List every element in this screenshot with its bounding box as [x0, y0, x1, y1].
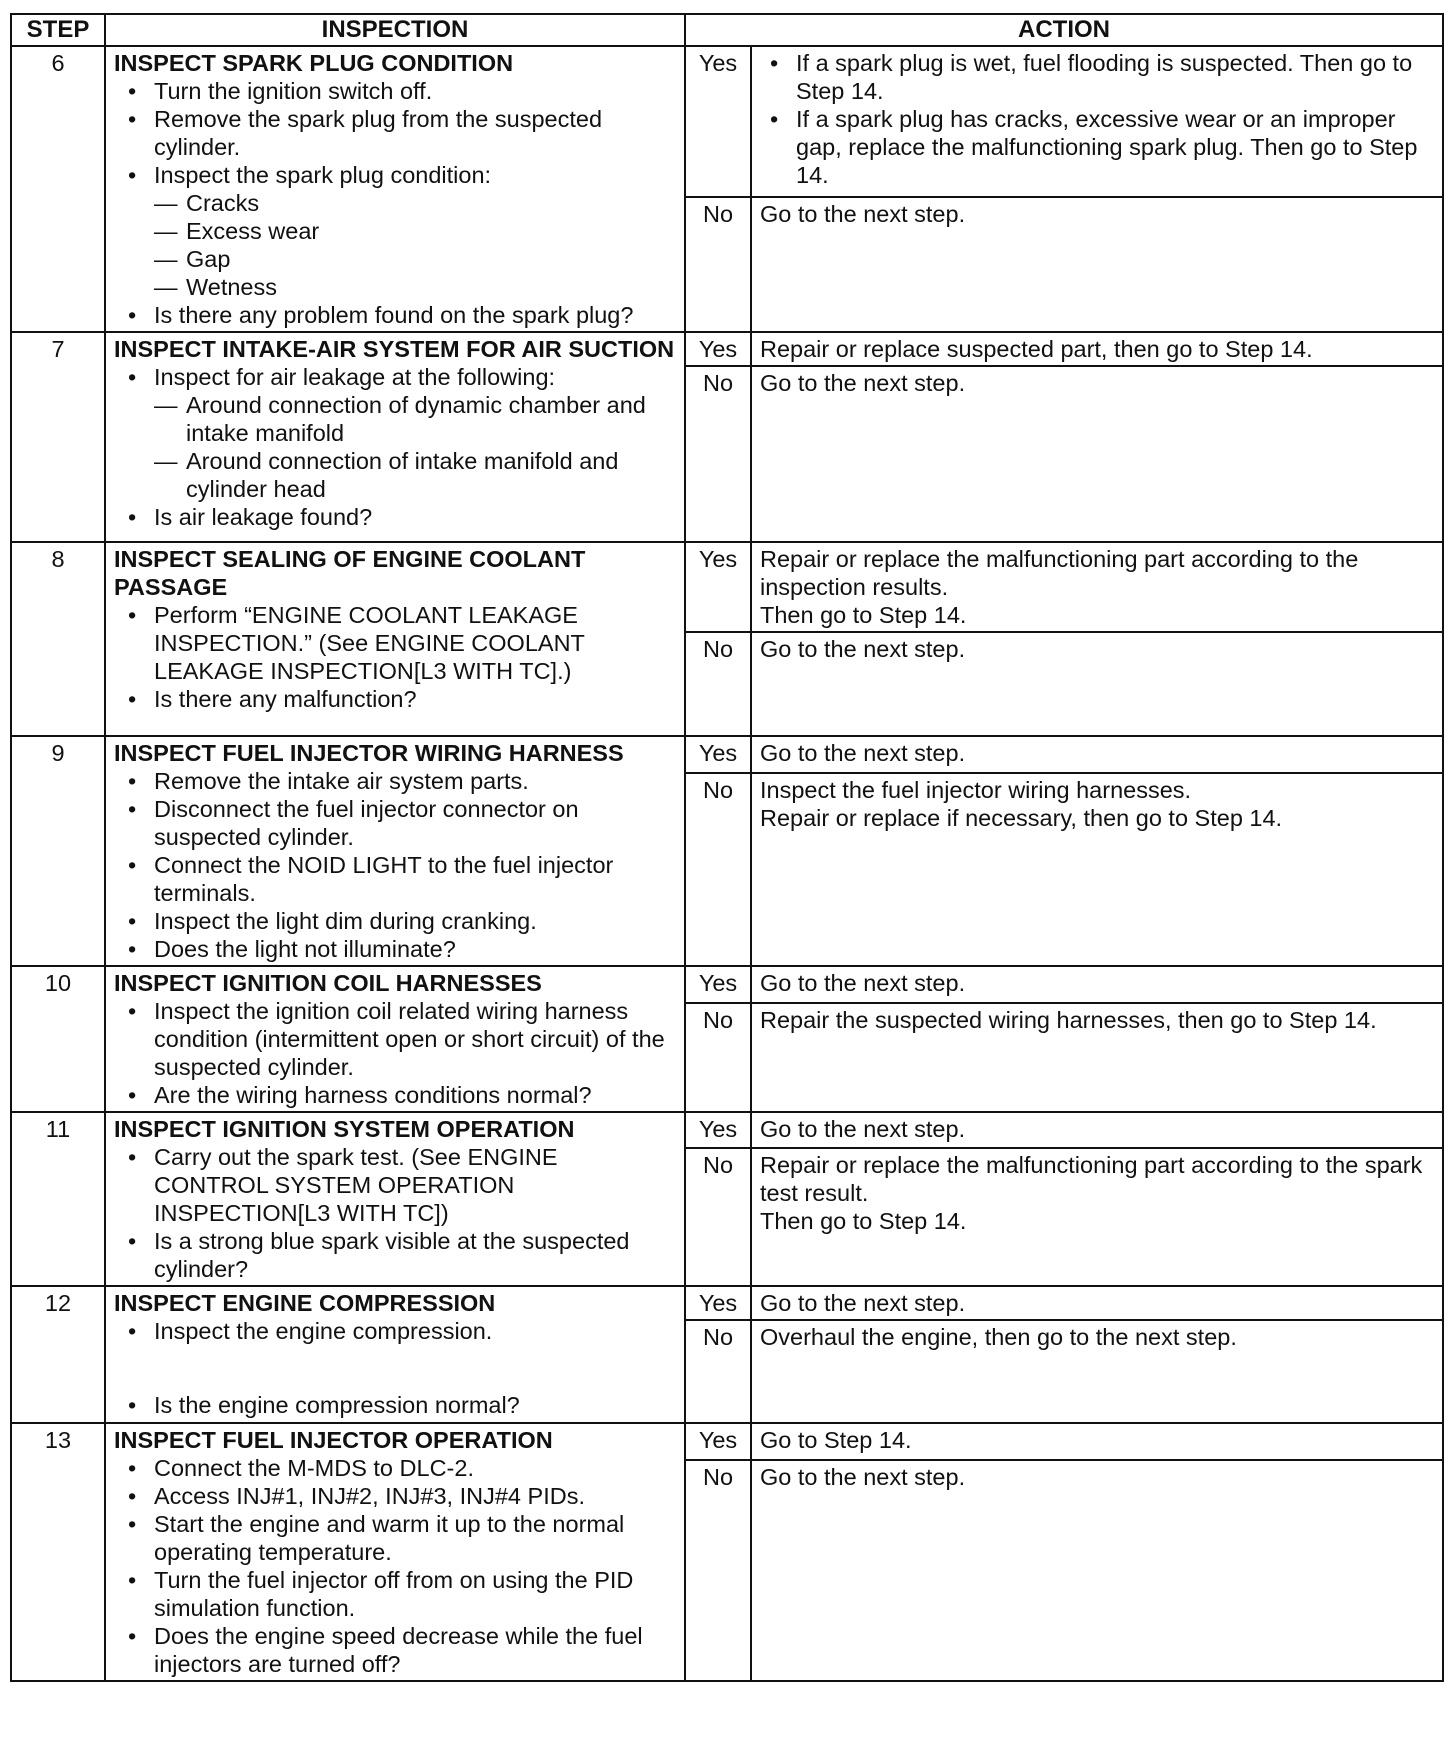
- inspection-bullet-text: Is there any malfunction?: [154, 686, 417, 712]
- inspection-bullet-list: [114, 363, 678, 531]
- yes-label: Yes: [685, 966, 751, 1003]
- no-action-cell: [751, 1460, 1443, 1681]
- no-action-text: Go to the next step.: [760, 1464, 966, 1491]
- yes-label: Yes: [685, 1423, 751, 1460]
- inspection-bullet: [154, 767, 678, 795]
- inspection-sub-item: — Around connection of intake manifold and cylinder head: [186, 447, 678, 503]
- yes-action-cell: [751, 1112, 1443, 1148]
- inspection-bullet-list: [114, 1143, 678, 1283]
- yes-label: Yes: [685, 46, 751, 197]
- inspection-title: INSPECT IGNITION SYSTEM OPERATION: [114, 1116, 575, 1142]
- inspection-bullet-list: [114, 1317, 678, 1419]
- no-label: No: [685, 1320, 751, 1423]
- yes-label: Yes: [685, 542, 751, 632]
- yes-label: Yes: [685, 1286, 751, 1320]
- inspection-bullet-text: Carry out the spark test. (See ENGINE CONTROL SYSTEM OPERATION INSPECTION[L3 WITH TC]): [154, 1144, 558, 1226]
- inspection-bullet: [154, 1317, 678, 1345]
- inspection-bullet-text: Perform “ENGINE COOLANT LEAKAGE INSPECTION.” (See ENGINE COOLANT LEAKAGE INSPECTION[L3 WITH TC].): [154, 602, 585, 684]
- yes-action-cell: [751, 542, 1443, 632]
- yes-action-text: Go to the next step.: [760, 1290, 966, 1316]
- inspection-bullet-text: Is the engine compression normal?: [154, 1392, 520, 1418]
- inspection-title: INSPECT FUEL INJECTOR OPERATION: [114, 1427, 553, 1453]
- step-column-header: STEP: [11, 14, 105, 46]
- yes-action-text: Then go to Step 14.: [760, 602, 967, 628]
- inspection-sub-item: — Wetness: [186, 273, 678, 301]
- inspection-bullet: [154, 795, 678, 851]
- inspection-bullet: [154, 363, 678, 503]
- step-number: 10: [11, 966, 105, 1112]
- yes-action-text: Go to the next step.: [760, 740, 966, 766]
- inspection-bullet: [154, 1482, 678, 1510]
- inspection-bullet-text: Start the engine and warm it up to the normal operating temperature.: [154, 1511, 625, 1565]
- yes-action-text: Go to Step 14.: [760, 1427, 912, 1453]
- inspection-bullet-text: Inspect the ignition coil related wiring harness condition (intermittent open or short circuit) of the suspected cylinder.: [154, 998, 665, 1080]
- no-action-cell: [751, 1003, 1443, 1113]
- inspection-bullet-text: Access INJ#1, INJ#2, INJ#3, INJ#4 PIDs.: [154, 1483, 585, 1509]
- step-number: 13: [11, 1423, 105, 1681]
- inspection-bullet-text: Are the wiring harness conditions normal?: [154, 1082, 592, 1108]
- step-row: [11, 1112, 1443, 1148]
- inspection-bullet-text: Inspect the spark plug condition:: [154, 162, 492, 188]
- inspection-bullet: [154, 601, 678, 685]
- inspection-sub-list: [154, 391, 678, 503]
- inspection-bullet-text: Turn the fuel injector off from on using the PID simulation function.: [154, 1567, 634, 1621]
- inspection-bullet-text: Does the light not illuminate?: [154, 936, 456, 962]
- step-number: 6: [11, 46, 105, 332]
- no-action-text: Repair the suspected wiring harnesses, then go to Step 14.: [760, 1006, 1377, 1033]
- inspection-bullet: [154, 1566, 678, 1622]
- no-label: No: [685, 366, 751, 542]
- yes-label: Yes: [685, 332, 751, 366]
- inspection-bullet-list: [114, 1454, 678, 1678]
- no-label: No: [685, 1003, 751, 1113]
- inspection-bullet: [154, 77, 678, 105]
- yes-action-text: Go to the next step.: [760, 970, 966, 996]
- step-number: 8: [11, 542, 105, 736]
- step-row: [11, 542, 1443, 632]
- inspection-bullet: [154, 1227, 678, 1283]
- inspection-cell: [105, 736, 685, 966]
- inspection-bullet: [154, 1081, 678, 1109]
- inspection-bullet-text: Is there any problem found on the spark plug?: [154, 302, 634, 328]
- inspection-bullet-list: [114, 77, 678, 329]
- inspection-sub-item: — Around connection of dynamic chamber and intake manifold: [186, 391, 678, 447]
- inspection-bullet-text: Does the engine speed decrease while the fuel injectors are turned off?: [154, 1623, 643, 1677]
- inspection-bullet-text: Disconnect the fuel injector connector on suspected cylinder.: [154, 796, 579, 850]
- no-action-text: Repair or replace the malfunctioning part according to the spark test result.: [760, 1152, 1423, 1207]
- step-row: [11, 736, 1443, 773]
- diagnostic-procedure-table: [10, 13, 1444, 1682]
- no-label: No: [685, 197, 751, 332]
- inspection-bullet: [154, 1454, 678, 1482]
- no-action-cell: [751, 773, 1443, 966]
- inspection-sub-item: — Excess wear: [186, 217, 678, 245]
- inspection-bullet: [154, 105, 678, 161]
- no-action-text: Repair or replace if necessary, then go to Step 14.: [760, 805, 1283, 832]
- yes-action-cell: [751, 1286, 1443, 1320]
- yes-action-bullet: • If a spark plug is wet, fuel flooding is suspected. Then go to Step 14.: [796, 49, 1436, 105]
- step-row: [11, 966, 1443, 1003]
- inspection-bullet-text: Inspect the light dim during cranking.: [154, 908, 537, 934]
- inspection-sub-item: — Gap: [186, 245, 678, 273]
- inspection-cell: [105, 542, 685, 736]
- inspection-bullet: [154, 935, 678, 963]
- inspection-bullet-text: Turn the ignition switch off.: [154, 78, 433, 104]
- inspection-bullet: [154, 161, 678, 301]
- inspection-cell: [105, 966, 685, 1112]
- inspection-bullet-text: Is a strong blue spark visible at the suspected cylinder?: [154, 1228, 630, 1282]
- step-row: [11, 1286, 1443, 1320]
- inspection-bullet: [154, 1510, 678, 1566]
- no-action-text: Go to the next step.: [760, 370, 966, 396]
- inspection-cell: [105, 1423, 685, 1681]
- yes-action-cell: [751, 332, 1443, 366]
- inspection-bullet: [154, 1391, 678, 1419]
- no-action-cell: [751, 1320, 1443, 1423]
- inspection-bullet: [154, 685, 678, 713]
- inspection-bullet-text: Remove the intake air system parts.: [154, 768, 529, 794]
- inspection-bullet: [154, 1143, 678, 1227]
- step-number: 12: [11, 1286, 105, 1423]
- inspection-bullet: [154, 1622, 678, 1678]
- inspection-column-header: INSPECTION: [105, 14, 685, 46]
- inspection-title: INSPECT FUEL INJECTOR WIRING HARNESS: [114, 740, 624, 766]
- yes-label: Yes: [685, 736, 751, 773]
- step-row: [11, 1423, 1443, 1460]
- step-row: [11, 46, 1443, 197]
- step-number: 11: [11, 1112, 105, 1286]
- yes-action-cell: [751, 1423, 1443, 1460]
- step-row: [11, 332, 1443, 366]
- inspection-bullet-text: Remove the spark plug from the suspected cylinder.: [154, 106, 603, 160]
- no-label: No: [685, 773, 751, 966]
- inspection-bullet-text: Connect the NOID LIGHT to the fuel injector terminals.: [154, 852, 614, 906]
- no-label: No: [685, 1460, 751, 1681]
- yes-label: Yes: [685, 1112, 751, 1148]
- no-action-cell: [751, 197, 1443, 332]
- yes-action-cell: [751, 46, 1443, 197]
- no-action-cell: [751, 1148, 1443, 1286]
- yes-action-cell: [751, 966, 1443, 1003]
- no-action-text: Then go to Step 14.: [760, 1208, 967, 1235]
- inspection-bullet-list: [114, 601, 678, 713]
- action-column-header: ACTION: [685, 14, 1443, 46]
- yes-action-bullet-list: [760, 49, 1436, 189]
- inspection-title: INSPECT SPARK PLUG CONDITION: [114, 50, 514, 76]
- inspection-bullet: [154, 851, 678, 907]
- inspection-bullet-text: Connect the M-MDS to DLC-2.: [154, 1455, 474, 1481]
- inspection-bullet-list: [114, 767, 678, 963]
- no-action-text: Overhaul the engine, then go to the next step.: [760, 1324, 1237, 1350]
- yes-action-text: Repair or replace suspected part, then go to Step 14.: [760, 336, 1313, 362]
- no-label: No: [685, 1148, 751, 1286]
- inspection-title: INSPECT SEALING OF ENGINE COOLANT PASSAGE: [114, 546, 586, 600]
- inspection-sub-item: — Cracks: [186, 189, 678, 217]
- no-action-cell: [751, 632, 1443, 736]
- inspection-bullet-text: Inspect for air leakage at the following:: [154, 364, 556, 390]
- table-header-row: [11, 14, 1443, 46]
- yes-action-text: Go to the next step.: [760, 1116, 966, 1142]
- inspection-cell: [105, 332, 685, 542]
- inspection-bullet-text: Inspect the engine compression.: [154, 1318, 493, 1344]
- inspection-title: INSPECT IGNITION COIL HARNESSES: [114, 970, 542, 996]
- yes-action-bullet: • If a spark plug has cracks, excessive wear or an improper gap, replace the malfunctioning spark plug. Then go to Step 14.: [796, 105, 1436, 189]
- no-action-text: Go to the next step.: [760, 201, 966, 228]
- inspection-bullet: [154, 301, 678, 329]
- inspection-bullet-list: [114, 997, 678, 1109]
- no-action-text: Go to the next step.: [760, 636, 966, 662]
- step-number: 7: [11, 332, 105, 542]
- inspection-title: INSPECT INTAKE-AIR SYSTEM FOR AIR SUCTION: [114, 336, 675, 362]
- inspection-title: INSPECT ENGINE COMPRESSION: [114, 1290, 496, 1316]
- step-number: 9: [11, 736, 105, 966]
- no-action-text: Inspect the fuel injector wiring harnesses.: [760, 777, 1192, 804]
- inspection-cell: [105, 1286, 685, 1423]
- yes-action-text: Repair or replace the malfunctioning part according to the inspection results.: [760, 546, 1359, 600]
- yes-action-cell: [751, 736, 1443, 773]
- inspection-bullet-text: Is air leakage found?: [154, 504, 373, 530]
- inspection-bullet: [154, 503, 678, 531]
- inspection-bullet: [154, 907, 678, 935]
- inspection-cell: [105, 1112, 685, 1286]
- inspection-sub-list: [154, 189, 678, 301]
- inspection-cell: [105, 46, 685, 332]
- no-action-cell: [751, 366, 1443, 542]
- inspection-bullet: [154, 997, 678, 1081]
- no-label: No: [685, 632, 751, 736]
